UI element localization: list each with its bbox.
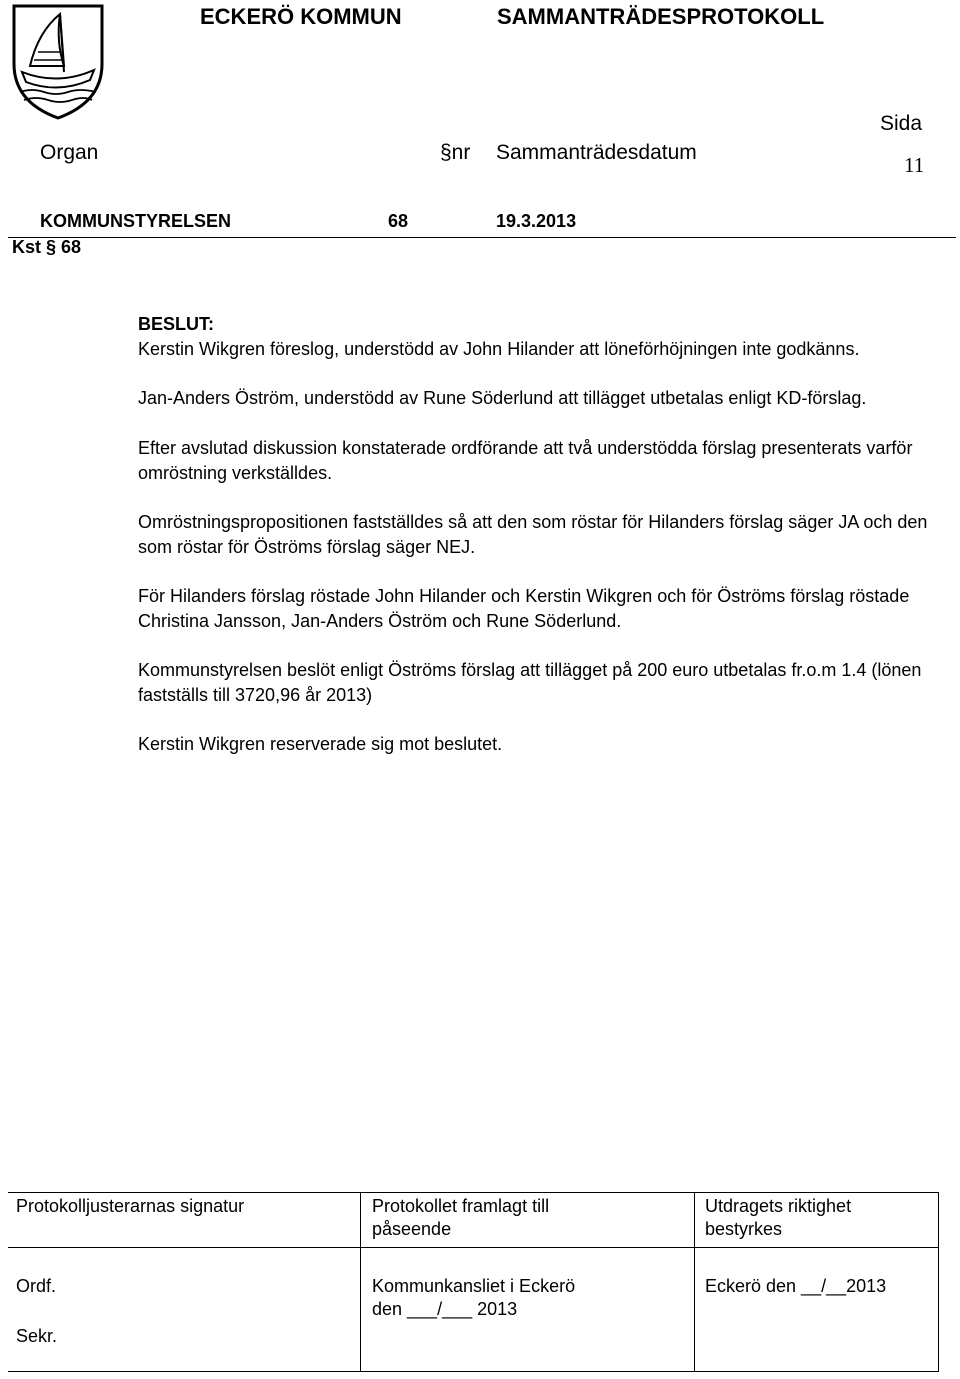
- signature-table: [8, 1192, 939, 1372]
- secretary-signature-label: Sekr.: [16, 1326, 58, 1346]
- municipality-coat-of-arms-logo: [8, 2, 108, 122]
- kst-paragraph-label: Kst § 68: [12, 237, 82, 257]
- decision-paragraph: Kerstin Wikgren föreslog, understödd av John Hilander att löneförhöjningen inte godkänns.: [138, 339, 860, 359]
- signature-table-divider: [8, 1247, 938, 1248]
- signature-col3-header-line1: Utdragets riktighet: [705, 1196, 852, 1216]
- decision-paragraph: Jan-Anders Öström, understödd av Rune Söderlund att tillägget utbetalas enligt KD-förslag.: [138, 388, 867, 408]
- decision-paragraph: Kerstin Wikgren reserverade sig mot beslutet.: [138, 734, 503, 754]
- header-divider: [8, 237, 956, 238]
- signature-col2-header-line1: Protokollet framlagt till: [372, 1196, 550, 1216]
- signature-col1-header: Protokolljusterarnas signatur: [16, 1196, 245, 1216]
- office-location-line2: den ___/___ 2013: [372, 1299, 518, 1319]
- decision-heading: BESLUT:: [138, 314, 214, 334]
- signature-table-divider: [360, 1193, 361, 1371]
- paragraph-number-value: 68: [388, 211, 409, 231]
- decision-paragraph: Omröstningspropositionen fastställdes så att den som röstar för Hilanders förslag säger JA och den som röstar för Öströms förslag säger NEJ.: [138, 512, 928, 557]
- certification-line: Eckerö den __/__2013: [705, 1276, 887, 1296]
- signature-col3-header-line2: bestyrkes: [705, 1219, 783, 1239]
- decision-paragraph: Kommunstyrelsen beslöt enligt Öströms förslag att tillägget på 200 euro utbetalas fr.o.m 1.4 (lönen fastställs till 3720,96 år 2013): [138, 660, 922, 705]
- decision-paragraph: Efter avslutad diskussion konstaterade ordförande att två understödda förslag presenterats varför omröstning verkställdes.: [138, 438, 913, 483]
- paragraph-number-label: §nr: [440, 141, 471, 164]
- office-location-line1: Kommunkansliet i Eckerö: [372, 1276, 576, 1296]
- meeting-date-value: 19.3.2013: [496, 211, 577, 231]
- decision-paragraph: För Hilanders förslag röstade John Hilander och Kerstin Wikgren och för Öströms förslag röstade Christina Jansson, Jan-Anders Öström och Rune Söderlund.: [138, 586, 910, 631]
- document-type-title: SAMMANTRÄDESPROTOKOLL: [497, 4, 825, 29]
- meeting-date-label: Sammanträdesdatum: [496, 141, 697, 164]
- organ-label: Organ: [40, 141, 99, 164]
- chairman-signature-label: Ordf.: [16, 1276, 57, 1296]
- signature-col2-header-line2: påseende: [372, 1219, 452, 1239]
- municipality-name: ECKERÖ KOMMUN: [200, 4, 402, 29]
- organ-value: KOMMUNSTYRELSEN: [40, 211, 232, 231]
- page-number: 11: [904, 153, 925, 177]
- page-label: Sida: [880, 112, 923, 135]
- decision-body: [138, 312, 928, 757]
- signature-table-divider: [694, 1193, 695, 1371]
